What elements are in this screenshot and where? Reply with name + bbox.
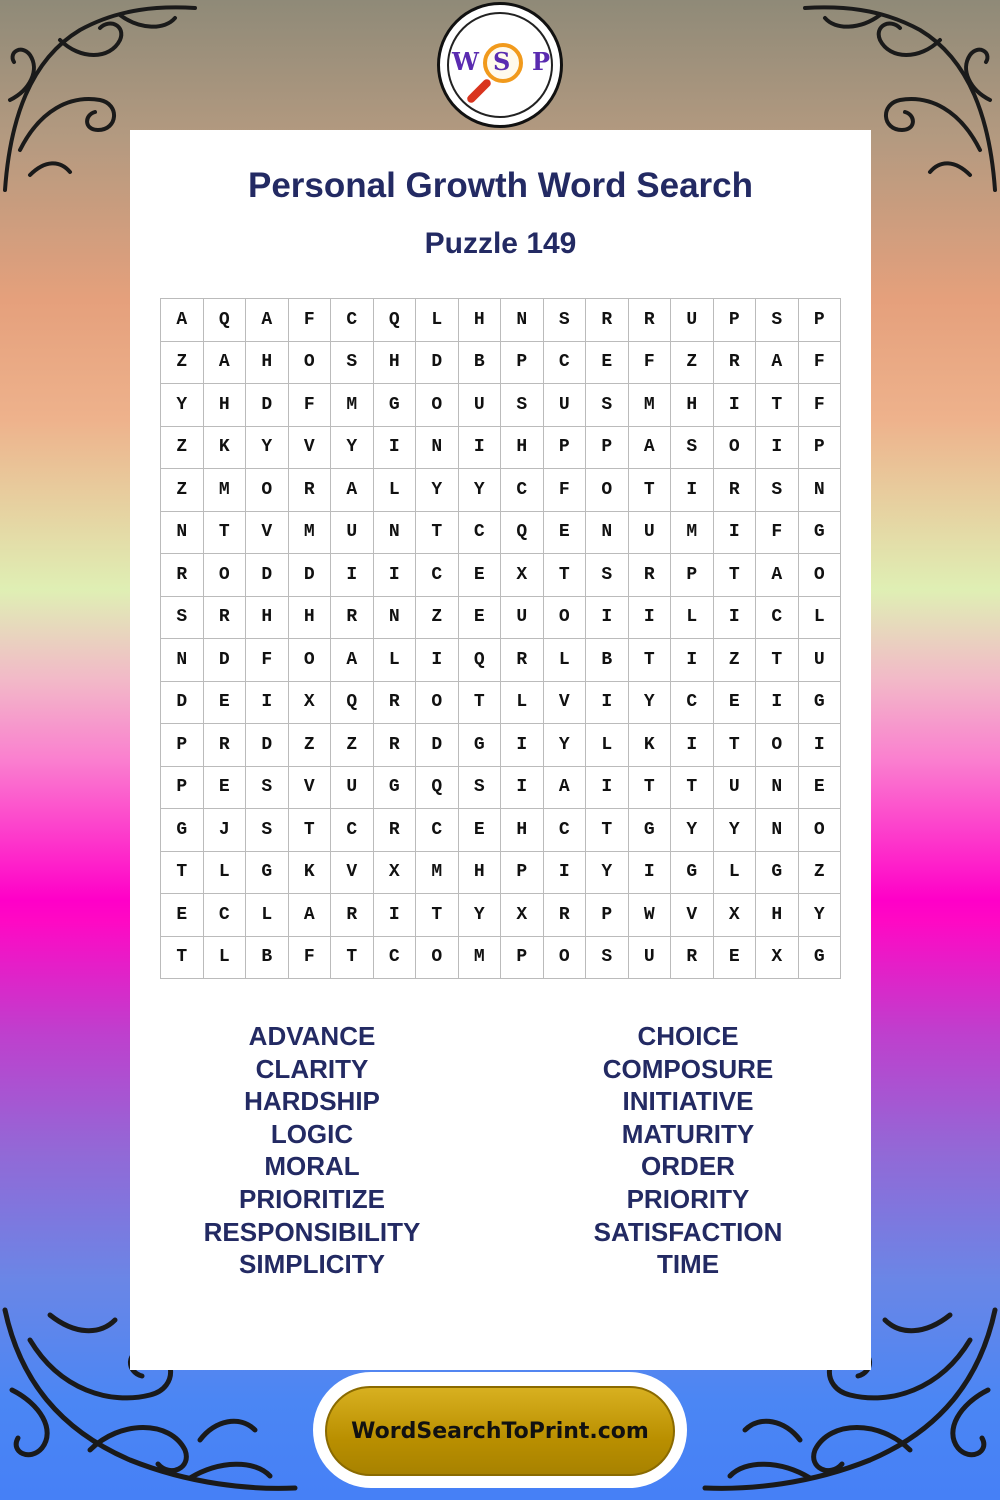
grid-cell[interactable]: L xyxy=(671,597,714,640)
word-item: PRIORITY xyxy=(626,1183,750,1214)
grid-cell[interactable]: Y xyxy=(799,894,842,937)
grid-cell[interactable]: U xyxy=(544,384,587,427)
grid-cell[interactable]: Y xyxy=(161,384,204,427)
grid-cell[interactable]: C xyxy=(501,469,544,512)
grid-cell[interactable]: R xyxy=(204,597,247,640)
grid-cell[interactable]: N xyxy=(374,597,417,640)
grid-cell[interactable]: D xyxy=(161,682,204,725)
grid-cell[interactable]: G xyxy=(671,852,714,895)
grid-cell[interactable]: P xyxy=(501,342,544,385)
word-item: MATURITY xyxy=(621,1118,755,1149)
grid-cell[interactable]: S xyxy=(161,597,204,640)
grid-cell[interactable]: T xyxy=(756,384,799,427)
grid-cell[interactable]: I xyxy=(756,682,799,725)
grid-cell[interactable]: S xyxy=(586,937,629,980)
grid-cell[interactable]: G xyxy=(799,682,842,725)
grid-cell[interactable]: O xyxy=(289,639,332,682)
grid-cell[interactable]: G xyxy=(374,384,417,427)
grid-cell[interactable]: Z xyxy=(799,852,842,895)
grid-cell[interactable]: F xyxy=(756,512,799,555)
grid-cell[interactable]: I xyxy=(544,852,587,895)
grid-cell[interactable]: E xyxy=(714,937,757,980)
grid-cell[interactable]: H xyxy=(459,852,502,895)
grid-cell[interactable]: R xyxy=(714,342,757,385)
grid-cell[interactable]: X xyxy=(501,554,544,597)
grid-cell[interactable]: O xyxy=(416,384,459,427)
grid-cell[interactable]: E xyxy=(459,809,502,852)
grid-cell[interactable]: U xyxy=(714,767,757,810)
grid-cell[interactable]: G xyxy=(459,724,502,767)
grid-cell[interactable]: I xyxy=(799,724,842,767)
grid-cell[interactable]: Y xyxy=(331,427,374,470)
grid-cell[interactable]: I xyxy=(714,512,757,555)
grid-cell[interactable]: X xyxy=(756,937,799,980)
grid-cell[interactable]: F xyxy=(289,937,332,980)
grid-cell[interactable]: W xyxy=(629,894,672,937)
word-item: SATISFACTION xyxy=(593,1216,783,1247)
grid-cell[interactable]: X xyxy=(374,852,417,895)
word-item: SIMPLICITY xyxy=(239,1249,385,1280)
grid-cell[interactable]: E xyxy=(459,597,502,640)
grid-cell[interactable]: O xyxy=(544,937,587,980)
word-item: MORAL xyxy=(264,1151,360,1182)
grid-cell[interactable]: Z xyxy=(289,724,332,767)
grid-cell[interactable]: O xyxy=(799,809,842,852)
grid-cell[interactable]: O xyxy=(586,469,629,512)
grid-cell[interactable]: Y xyxy=(246,427,289,470)
grid-cell[interactable]: J xyxy=(204,809,247,852)
grid-cell[interactable]: G xyxy=(629,809,672,852)
grid-cell[interactable]: T xyxy=(714,554,757,597)
grid-cell[interactable]: C xyxy=(544,342,587,385)
grid-cell[interactable]: Y xyxy=(714,809,757,852)
grid-cell[interactable]: R xyxy=(331,597,374,640)
letter-grid xyxy=(160,298,841,979)
grid-cell[interactable]: E xyxy=(204,682,247,725)
grid-cell[interactable]: L xyxy=(374,469,417,512)
grid-cell[interactable]: N xyxy=(586,512,629,555)
grid-cell[interactable]: R xyxy=(629,554,672,597)
grid-cell[interactable]: Z xyxy=(331,724,374,767)
grid-cell[interactable]: R xyxy=(289,469,332,512)
grid-cell[interactable]: O xyxy=(289,342,332,385)
grid-cell[interactable]: L xyxy=(374,639,417,682)
grid-cell[interactable]: F xyxy=(544,469,587,512)
word-list-left xyxy=(152,1020,472,1281)
grid-cell[interactable]: T xyxy=(204,512,247,555)
grid-cell[interactable]: M xyxy=(416,852,459,895)
grid-cell[interactable]: C xyxy=(544,809,587,852)
grid-cell[interactable]: C xyxy=(671,682,714,725)
grid-cell[interactable]: T xyxy=(161,937,204,980)
grid-cell[interactable]: R xyxy=(671,937,714,980)
grid-cell[interactable]: N xyxy=(501,299,544,342)
grid-cell[interactable]: I xyxy=(459,427,502,470)
grid-cell[interactable]: U xyxy=(459,384,502,427)
grid-cell[interactable]: N xyxy=(799,469,842,512)
grid-cell[interactable]: E xyxy=(459,554,502,597)
grid-cell[interactable]: H xyxy=(374,342,417,385)
word-item: ORDER xyxy=(641,1151,735,1182)
grid-cell[interactable]: C xyxy=(331,299,374,342)
grid-cell[interactable]: A xyxy=(544,767,587,810)
grid-cell[interactable]: S xyxy=(246,809,289,852)
site-link[interactable]: WordSearchToPrint.com xyxy=(325,1386,675,1476)
grid-cell[interactable]: D xyxy=(246,384,289,427)
grid-cell[interactable]: T xyxy=(544,554,587,597)
grid-cell[interactable]: G xyxy=(161,809,204,852)
grid-cell[interactable]: T xyxy=(756,639,799,682)
grid-cell[interactable]: U xyxy=(501,597,544,640)
grid-cell[interactable]: Y xyxy=(416,469,459,512)
grid-cell[interactable]: L xyxy=(246,894,289,937)
grid-cell[interactable]: I xyxy=(629,852,672,895)
word-item: CLARITY xyxy=(255,1053,369,1084)
grid-cell[interactable]: I xyxy=(374,427,417,470)
grid-cell[interactable]: L xyxy=(799,597,842,640)
grid-cell[interactable]: R xyxy=(374,724,417,767)
grid-cell[interactable]: A xyxy=(204,342,247,385)
grid-cell[interactable]: R xyxy=(629,299,672,342)
word-item: ADVANCE xyxy=(248,1021,376,1051)
word-item: TIME xyxy=(656,1249,720,1280)
grid-cell[interactable]: Z xyxy=(161,427,204,470)
grid-cell[interactable]: Q xyxy=(501,512,544,555)
grid-cell[interactable]: N xyxy=(756,809,799,852)
grid-cell[interactable]: R xyxy=(714,469,757,512)
grid-cell[interactable]: O xyxy=(416,682,459,725)
grid-cell[interactable]: H xyxy=(501,427,544,470)
grid-cell[interactable]: A xyxy=(756,342,799,385)
grid-cell[interactable]: G xyxy=(799,937,842,980)
grid-cell[interactable]: Q xyxy=(459,639,502,682)
grid-cell[interactable]: T xyxy=(629,767,672,810)
grid-cell[interactable]: G xyxy=(756,852,799,895)
grid-cell[interactable]: P xyxy=(714,299,757,342)
grid-cell[interactable]: O xyxy=(204,554,247,597)
page-title: Personal Growth Word Search xyxy=(247,166,754,205)
grid-cell[interactable]: D xyxy=(289,554,332,597)
grid-cell[interactable]: X xyxy=(289,682,332,725)
grid-cell[interactable]: R xyxy=(544,894,587,937)
grid-cell[interactable]: T xyxy=(714,724,757,767)
grid-cell[interactable]: B xyxy=(246,937,289,980)
grid-cell[interactable]: I xyxy=(246,682,289,725)
grid-cell[interactable]: C xyxy=(416,809,459,852)
grid-cell[interactable]: A xyxy=(629,427,672,470)
grid-cell[interactable]: L xyxy=(204,852,247,895)
grid-cell[interactable]: Q xyxy=(416,767,459,810)
grid-cell[interactable]: K xyxy=(629,724,672,767)
grid-cell[interactable]: I xyxy=(586,767,629,810)
grid-cell[interactable]: L xyxy=(714,852,757,895)
site-logo[interactable] xyxy=(437,2,563,128)
grid-cell[interactable]: I xyxy=(586,682,629,725)
grid-cell[interactable]: V xyxy=(289,427,332,470)
word-item: PRIORITIZE xyxy=(239,1183,385,1214)
grid-cell[interactable]: I xyxy=(714,597,757,640)
grid-cell[interactable]: E xyxy=(544,512,587,555)
grid-cell[interactable]: C xyxy=(416,554,459,597)
grid-cell[interactable]: E xyxy=(161,894,204,937)
grid-cell[interactable]: O xyxy=(246,469,289,512)
grid-cell[interactable]: T xyxy=(629,469,672,512)
grid-cell[interactable]: I xyxy=(374,554,417,597)
grid-cell[interactable]: K xyxy=(289,852,332,895)
grid-cell[interactable]: B xyxy=(586,639,629,682)
grid-cell[interactable]: H xyxy=(246,597,289,640)
grid-cell[interactable]: I xyxy=(416,639,459,682)
grid-cell[interactable]: F xyxy=(799,342,842,385)
grid-cell[interactable]: H xyxy=(501,809,544,852)
grid-cell[interactable]: H xyxy=(246,342,289,385)
logo-letter-p: P xyxy=(532,47,551,76)
grid-cell[interactable]: H xyxy=(289,597,332,640)
grid-cell[interactable]: Q xyxy=(374,299,417,342)
word-list-right xyxy=(528,1020,848,1281)
grid-cell[interactable]: E xyxy=(204,767,247,810)
grid-cell[interactable]: O xyxy=(714,427,757,470)
grid-cell[interactable]: O xyxy=(756,724,799,767)
grid-cell[interactable]: Q xyxy=(331,682,374,725)
grid-cell[interactable]: H xyxy=(756,894,799,937)
grid-cell[interactable]: O xyxy=(799,554,842,597)
grid-cell[interactable]: U xyxy=(799,639,842,682)
grid-cell[interactable]: I xyxy=(756,427,799,470)
grid-cell[interactable]: B xyxy=(459,342,502,385)
grid-cell[interactable]: D xyxy=(416,724,459,767)
grid-cell[interactable]: U xyxy=(331,767,374,810)
grid-cell[interactable]: C xyxy=(459,512,502,555)
grid-cell[interactable]: P xyxy=(799,427,842,470)
grid-cell[interactable]: T xyxy=(416,894,459,937)
grid-cell[interactable]: Y xyxy=(586,852,629,895)
grid-cell[interactable]: T xyxy=(289,809,332,852)
grid-cell[interactable]: S xyxy=(246,767,289,810)
grid-cell[interactable]: R xyxy=(374,682,417,725)
grid-cell[interactable]: T xyxy=(671,767,714,810)
grid-cell[interactable]: I xyxy=(331,554,374,597)
grid-cell[interactable]: A xyxy=(756,554,799,597)
grid-cell[interactable]: Y xyxy=(459,469,502,512)
grid-cell[interactable]: T xyxy=(161,852,204,895)
grid-cell[interactable]: V xyxy=(331,852,374,895)
grid-cell[interactable]: O xyxy=(416,937,459,980)
grid-cell[interactable]: Z xyxy=(671,342,714,385)
grid-cell[interactable]: X xyxy=(501,894,544,937)
grid-cell[interactable]: P xyxy=(586,894,629,937)
grid-cell[interactable]: P xyxy=(161,724,204,767)
grid-cell[interactable]: T xyxy=(586,809,629,852)
grid-cell[interactable]: C xyxy=(331,809,374,852)
grid-cell[interactable]: R xyxy=(161,554,204,597)
grid-cell[interactable]: R xyxy=(586,299,629,342)
grid-cell[interactable]: S xyxy=(501,384,544,427)
grid-cell[interactable]: P xyxy=(671,554,714,597)
grid-cell[interactable]: A xyxy=(161,299,204,342)
grid-cell[interactable]: F xyxy=(246,639,289,682)
grid-cell[interactable]: S xyxy=(586,554,629,597)
grid-cell[interactable]: Z xyxy=(161,342,204,385)
grid-cell[interactable]: S xyxy=(756,299,799,342)
grid-cell[interactable]: S xyxy=(331,342,374,385)
grid-cell[interactable]: D xyxy=(416,342,459,385)
grid-cell[interactable]: Z xyxy=(714,639,757,682)
grid-cell[interactable]: T xyxy=(459,682,502,725)
grid-cell[interactable]: P xyxy=(501,852,544,895)
grid-cell[interactable]: A xyxy=(331,469,374,512)
grid-cell[interactable]: C xyxy=(756,597,799,640)
grid-cell[interactable]: S xyxy=(459,767,502,810)
grid-cell[interactable]: I xyxy=(714,384,757,427)
grid-cell[interactable]: P xyxy=(799,299,842,342)
grid-cell[interactable]: U xyxy=(629,937,672,980)
grid-cell[interactable]: H xyxy=(459,299,502,342)
grid-cell[interactable]: I xyxy=(629,597,672,640)
grid-cell[interactable]: Z xyxy=(161,469,204,512)
grid-cell[interactable]: F xyxy=(289,299,332,342)
grid-cell[interactable]: E xyxy=(799,767,842,810)
grid-cell[interactable]: N xyxy=(374,512,417,555)
grid-cell[interactable]: L xyxy=(416,299,459,342)
grid-cell[interactable]: H xyxy=(204,384,247,427)
grid-cell[interactable]: V xyxy=(289,767,332,810)
grid-cell[interactable]: I xyxy=(374,894,417,937)
grid-cell[interactable]: S xyxy=(671,427,714,470)
grid-cell[interactable]: R xyxy=(331,894,374,937)
grid-cell[interactable]: M xyxy=(204,469,247,512)
grid-cell[interactable]: I xyxy=(501,767,544,810)
grid-cell[interactable]: D xyxy=(204,639,247,682)
grid-cell[interactable]: M xyxy=(629,384,672,427)
grid-cell[interactable]: V xyxy=(246,512,289,555)
grid-cell[interactable]: T xyxy=(331,937,374,980)
grid-cell[interactable]: P xyxy=(161,767,204,810)
word-item: COMPOSURE xyxy=(602,1053,774,1084)
grid-cell[interactable]: M xyxy=(289,512,332,555)
grid-cell[interactable]: C xyxy=(204,894,247,937)
grid-cell[interactable]: M xyxy=(671,512,714,555)
grid-cell[interactable]: A xyxy=(246,299,289,342)
puzzle-card xyxy=(130,130,871,1370)
grid-cell[interactable]: H xyxy=(671,384,714,427)
grid-cell[interactable]: V xyxy=(671,894,714,937)
grid-cell[interactable]: R xyxy=(204,724,247,767)
grid-cell[interactable]: R xyxy=(374,809,417,852)
grid-cell[interactable]: X xyxy=(714,894,757,937)
word-item: CHOICE xyxy=(637,1021,739,1051)
grid-cell[interactable]: Y xyxy=(629,682,672,725)
logo-letter-w: W xyxy=(452,47,479,76)
grid-cell[interactable]: C xyxy=(374,937,417,980)
grid-cell[interactable]: S xyxy=(544,299,587,342)
grid-cell[interactable]: I xyxy=(671,724,714,767)
grid-cell[interactable]: I xyxy=(671,639,714,682)
grid-cell[interactable]: Q xyxy=(204,299,247,342)
grid-cell[interactable]: T xyxy=(629,639,672,682)
grid-cell[interactable]: G xyxy=(246,852,289,895)
grid-cell[interactable]: I xyxy=(671,469,714,512)
word-item: LOGIC xyxy=(270,1118,354,1149)
logo-letter-s: S xyxy=(493,47,511,76)
word-item: HARDSHIP xyxy=(244,1086,380,1117)
grid-cell[interactable]: L xyxy=(501,682,544,725)
puzzle-number: Puzzle 149 xyxy=(424,227,577,260)
grid-cell[interactable]: G xyxy=(374,767,417,810)
grid-cell[interactable]: N xyxy=(161,639,204,682)
grid-cell[interactable]: I xyxy=(501,724,544,767)
grid-cell[interactable]: U xyxy=(671,299,714,342)
word-item: RESPONSIBILITY xyxy=(203,1216,421,1247)
grid-cell[interactable]: L xyxy=(204,937,247,980)
grid-cell[interactable]: E xyxy=(586,342,629,385)
grid-cell[interactable]: F xyxy=(799,384,842,427)
grid-cell[interactable]: P xyxy=(586,427,629,470)
grid-cell[interactable]: N xyxy=(416,427,459,470)
grid-cell[interactable]: U xyxy=(629,512,672,555)
grid-cell[interactable]: U xyxy=(331,512,374,555)
grid-cell[interactable]: Z xyxy=(416,597,459,640)
grid-cell[interactable]: P xyxy=(544,427,587,470)
grid-cell[interactable]: A xyxy=(289,894,332,937)
grid-cell[interactable]: T xyxy=(416,512,459,555)
grid-cell[interactable]: N xyxy=(756,767,799,810)
grid-cell[interactable]: F xyxy=(289,384,332,427)
grid-cell[interactable]: F xyxy=(629,342,672,385)
grid-cell[interactable]: G xyxy=(799,512,842,555)
grid-cell[interactable]: Y xyxy=(544,724,587,767)
grid-cell[interactable]: M xyxy=(331,384,374,427)
word-item: INITIATIVE xyxy=(622,1086,754,1117)
grid-cell[interactable]: S xyxy=(756,469,799,512)
grid-cell[interactable]: R xyxy=(501,639,544,682)
grid-cell[interactable]: Y xyxy=(459,894,502,937)
grid-cell[interactable]: L xyxy=(544,639,587,682)
grid-cell[interactable]: D xyxy=(246,554,289,597)
grid-cell[interactable]: N xyxy=(161,512,204,555)
grid-cell[interactable]: M xyxy=(459,937,502,980)
grid-cell[interactable]: A xyxy=(331,639,374,682)
grid-cell[interactable]: O xyxy=(544,597,587,640)
grid-cell[interactable]: V xyxy=(544,682,587,725)
grid-cell[interactable]: S xyxy=(586,384,629,427)
footer-badge xyxy=(313,1372,687,1488)
grid-cell[interactable]: I xyxy=(586,597,629,640)
grid-cell[interactable]: E xyxy=(714,682,757,725)
grid-cell[interactable]: Y xyxy=(671,809,714,852)
grid-cell[interactable]: L xyxy=(586,724,629,767)
grid-cell[interactable]: K xyxy=(204,427,247,470)
grid-cell[interactable]: D xyxy=(246,724,289,767)
grid-cell[interactable]: P xyxy=(501,937,544,980)
